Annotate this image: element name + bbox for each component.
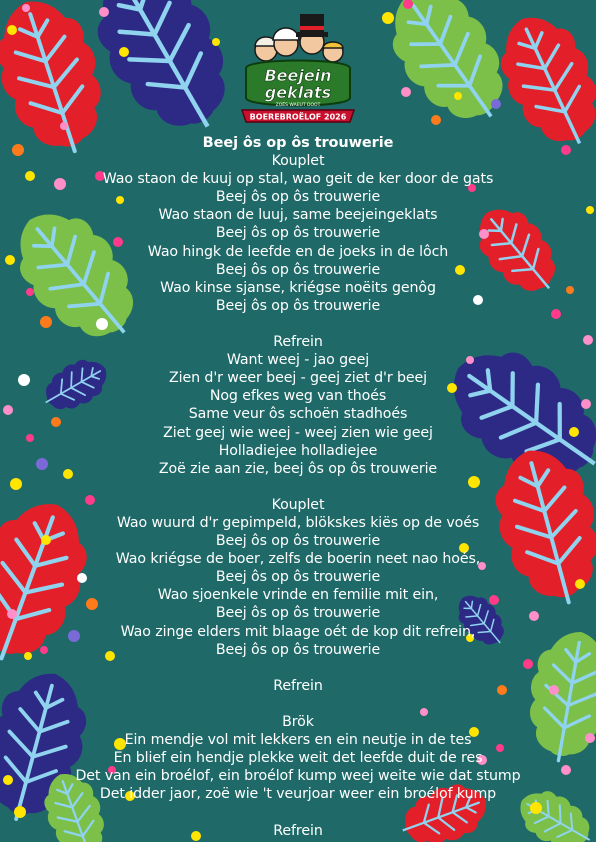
lyric-line: Beej ôs op ôs trouwerie <box>215 569 381 586</box>
section-label: Refrein <box>273 822 323 839</box>
logo-line2: geklats <box>264 83 332 102</box>
lyric-line: Wao kinse sjanse, kriégse noëits genôg <box>160 279 436 296</box>
lyric-line: Beej ôs op ôs trouwerie <box>215 533 381 550</box>
lyric-line: Wao staon de luuj, same beejeingeklats <box>158 207 438 224</box>
lyric-line: Wao zinge elders mit blaage oét de kop dit refrein, <box>120 623 476 640</box>
logo-event-ribbon: BOEREBROËLOF 2026 <box>249 112 347 122</box>
beejein-geklats-logo <box>236 8 360 128</box>
song-lyrics <box>0 134 596 840</box>
blank-line <box>0 803 596 821</box>
navy-leaf-icon <box>73 0 255 153</box>
lyric-lines <box>0 152 596 840</box>
lyric-line: Beej ôs op ôs trouwerie <box>215 641 381 658</box>
blank-line <box>0 659 596 677</box>
lyric-line: Det idder jaor, zoë wie 't veurjoar weer ein broélof kump <box>99 786 497 803</box>
logo-tagline: ZOËS WAEUT DOOT <box>275 103 321 108</box>
logo-line1: Beejein <box>264 66 332 85</box>
lyric-line: Holladiejee holladiejee <box>218 442 378 459</box>
lyric-line: Wao kriégse de boer, zelfs de boerin neet nao hoés, <box>115 551 481 568</box>
lyric-line: Beej ôs op ôs trouwerie <box>215 225 381 242</box>
lyric-line: Beej ôs op ôs trouwerie <box>215 261 381 278</box>
section-label: Refrein <box>273 334 323 351</box>
section-label: Kouplet <box>271 153 325 170</box>
lyric-line: Want weej - jao geej <box>226 352 370 369</box>
song-title: Beej ôs op ôs trouwerie <box>202 135 394 151</box>
lyric-line: En blief ein hendje plekke weit det leefde duit de res <box>113 750 483 767</box>
section-label: Brök <box>282 714 314 730</box>
lyric-line: Nog efkes weg van thoés <box>209 388 387 405</box>
section-label: Kouplet <box>271 496 325 513</box>
lyric-line: Ein mendje vol mit lekkers en ein neutje in de tes <box>124 732 472 749</box>
blank-line <box>0 315 596 333</box>
lyric-line: Beej ôs op ôs trouwerie <box>215 605 381 622</box>
carnival-figures-icon <box>255 14 343 62</box>
blank-line <box>0 478 596 496</box>
lyric-line: Zoë zie aan zie, beej ôs op ôs trouwerie <box>158 460 438 477</box>
lyric-line: Same veur ôs schoën stadhoés <box>188 406 408 423</box>
lyric-line: Beej ôs op ôs trouwerie <box>215 189 381 206</box>
lyric-line: Zien d'r weer beej - geej ziet d'r beej <box>169 370 427 387</box>
lyric-line: Wao sjoenkele vrinde en femilie mit ein, <box>157 587 439 604</box>
lyric-line: Wao wuurd d'r gepimpeld, blökskes kiës op de voés <box>116 514 480 531</box>
lyric-line: Wao hingk de leefde en de joeks in de lôch <box>147 243 449 260</box>
section-label: Refrein <box>273 677 323 694</box>
lyric-line: Ziet geej wie weej - weej zien wie geej <box>163 424 433 441</box>
lyric-line: Det van ein broélof, ein broélof kump weej weite wie dat stump <box>75 768 521 785</box>
lyric-line: Beej ôs op ôs trouwerie <box>215 297 381 314</box>
blank-line <box>0 695 596 713</box>
lyric-line: Wao staon de kuuj op stal, wao geit de ker door de gats <box>102 171 494 188</box>
